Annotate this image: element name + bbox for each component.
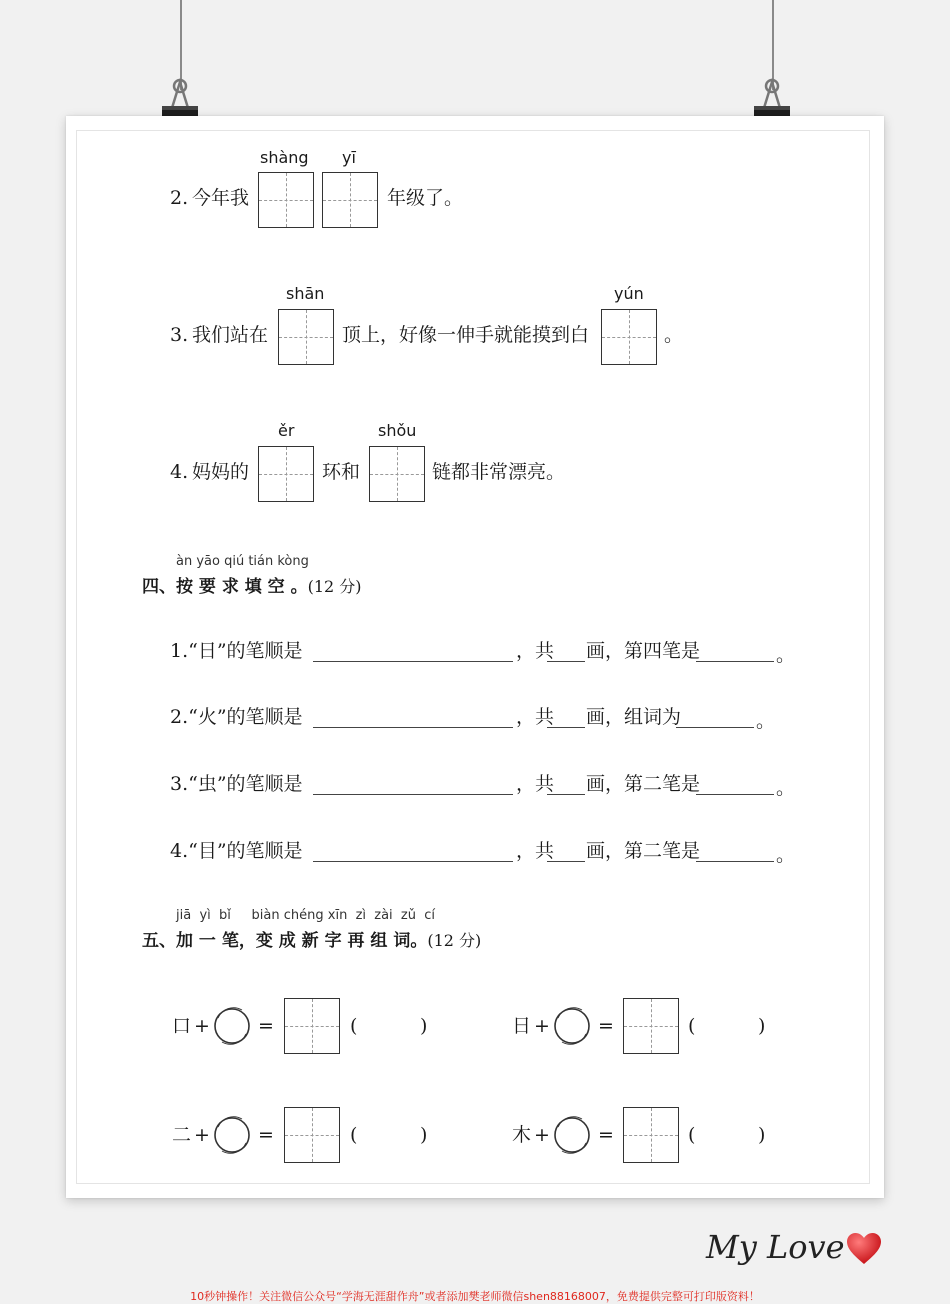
add-stroke-circle-icon[interactable]	[212, 1006, 252, 1046]
section-4-item-3-label: 3.“虫”的笔顺是	[170, 773, 303, 795]
tian-grid-box[interactable]	[258, 446, 314, 502]
section-4-pinyin: àn yāo qiú tián kòng	[176, 554, 309, 569]
question-3-text-before: 我们站在	[192, 324, 269, 346]
pinyin-shan: shān	[286, 284, 325, 303]
hanging-wire-right	[772, 0, 774, 90]
heart-icon	[846, 1232, 882, 1266]
tian-grid-box[interactable]	[623, 998, 679, 1054]
question-2-text-after: 年级了。	[387, 187, 464, 209]
signature-text: My Love	[706, 1228, 845, 1266]
paren-open: (	[350, 1015, 358, 1037]
plus-sign: +	[194, 1124, 210, 1146]
section-4-item-2-end: 。	[756, 710, 776, 732]
section-4-item-2-tail: 画，组词为	[586, 706, 682, 728]
question-3-number: 3.	[170, 324, 189, 346]
section-4-item-1-mid: ，共	[516, 640, 555, 662]
add-stroke-circle-icon[interactable]	[552, 1115, 592, 1155]
exercise-char: 木	[512, 1124, 532, 1146]
section-4-item-4-label: 4.“目”的笔顺是	[170, 840, 303, 862]
promo-footer-text: 10秒钟操作！关注微信公众号“学海无涯甜作舟”或者添加樊老师微信shen88168007，免费提供完整可打印版资料！	[190, 1290, 760, 1303]
question-4-text-after: 链都非常漂亮。	[432, 461, 566, 483]
paren-open: (	[688, 1124, 696, 1146]
section-5-title	[142, 926, 481, 951]
section-4-item-3-mid: ，共	[516, 773, 555, 795]
tian-grid-box[interactable]	[623, 1107, 679, 1163]
answer-blank[interactable]	[313, 794, 513, 795]
equals-sign: =	[258, 1015, 274, 1037]
plus-sign: +	[534, 1124, 550, 1146]
paren-open: (	[350, 1124, 358, 1146]
section-4-item-4-mid: ，共	[516, 840, 555, 862]
paren-close: )	[420, 1015, 428, 1037]
paren-close: )	[420, 1124, 428, 1146]
equals-sign: =	[258, 1124, 274, 1146]
question-4-text-middle: 环和	[322, 461, 361, 483]
section-4-item-2-label: 2.“火”的笔顺是	[170, 706, 303, 728]
answer-blank[interactable]	[547, 794, 585, 795]
section-4-item-2-mid: ，共	[516, 706, 555, 728]
question-2-number: 2.	[170, 187, 189, 209]
exercise-char: 二	[172, 1124, 192, 1146]
exercise-char: 日	[512, 1015, 532, 1037]
tian-grid-box[interactable]	[369, 446, 425, 502]
answer-blank[interactable]	[313, 861, 513, 862]
answer-blank[interactable]	[696, 861, 774, 862]
question-4-text-before: 妈妈的	[192, 461, 250, 483]
paren-close: )	[758, 1124, 766, 1146]
answer-blank[interactable]	[676, 727, 754, 728]
answer-blank[interactable]	[313, 661, 513, 662]
plus-sign: +	[194, 1015, 210, 1037]
worksheet-paper	[66, 116, 884, 1198]
answer-blank[interactable]	[696, 794, 774, 795]
equals-sign: =	[598, 1124, 614, 1146]
section-4-item-1-label: 1.“日”的笔顺是	[170, 640, 303, 662]
section-5-pinyin: jiā yì bǐ biàn chéng xīn zì zài zǔ cí	[176, 908, 436, 923]
answer-blank[interactable]	[547, 861, 585, 862]
tian-grid-box[interactable]	[322, 172, 378, 228]
paren-open: (	[688, 1015, 696, 1037]
plus-sign: +	[534, 1015, 550, 1037]
question-2-text-before: 今年我	[192, 187, 250, 209]
section-4-score: (12 分)	[307, 577, 362, 596]
question-4-number: 4.	[170, 461, 189, 483]
pinyin-yi: yī	[342, 148, 356, 167]
hanging-wire-left	[180, 0, 182, 90]
tian-grid-box[interactable]	[278, 309, 334, 365]
section-4-item-3-tail: 画，第二笔是	[586, 773, 701, 795]
add-stroke-circle-icon[interactable]	[212, 1115, 252, 1155]
section-4-title-text: 四、按 要 求 填 空 。	[142, 577, 308, 597]
paren-close: )	[758, 1015, 766, 1037]
pinyin-yun: yún	[614, 284, 644, 303]
section-4-item-4-end: 。	[776, 844, 796, 866]
pinyin-er: ěr	[278, 421, 295, 440]
section-4-title	[142, 572, 362, 597]
section-5-title-text: 五、加 一 笔，变 成 新 字 再 组 词。	[142, 931, 428, 951]
answer-blank[interactable]	[313, 727, 513, 728]
section-4-item-1-tail: 画，第四笔是	[586, 640, 701, 662]
answer-blank[interactable]	[696, 661, 774, 662]
question-3-text-middle: 顶上，好像一伸手就能摸到白	[342, 324, 590, 346]
tian-grid-box[interactable]	[284, 1107, 340, 1163]
exercise-char: 口	[172, 1015, 192, 1037]
section-4-item-1-end: 。	[776, 644, 796, 666]
question-3-text-after: 。	[664, 324, 684, 346]
add-stroke-circle-icon[interactable]	[552, 1006, 592, 1046]
tian-grid-box[interactable]	[258, 172, 314, 228]
tian-grid-box[interactable]	[601, 309, 657, 365]
section-4-item-4-tail: 画，第二笔是	[586, 840, 701, 862]
section-5-score: (12 分)	[427, 931, 482, 950]
pinyin-shang: shàng	[260, 148, 309, 167]
answer-blank[interactable]	[547, 727, 585, 728]
answer-blank[interactable]	[547, 661, 585, 662]
tian-grid-box[interactable]	[284, 998, 340, 1054]
equals-sign: =	[598, 1015, 614, 1037]
pinyin-shou: shǒu	[378, 421, 417, 440]
section-4-item-3-end: 。	[776, 777, 796, 799]
